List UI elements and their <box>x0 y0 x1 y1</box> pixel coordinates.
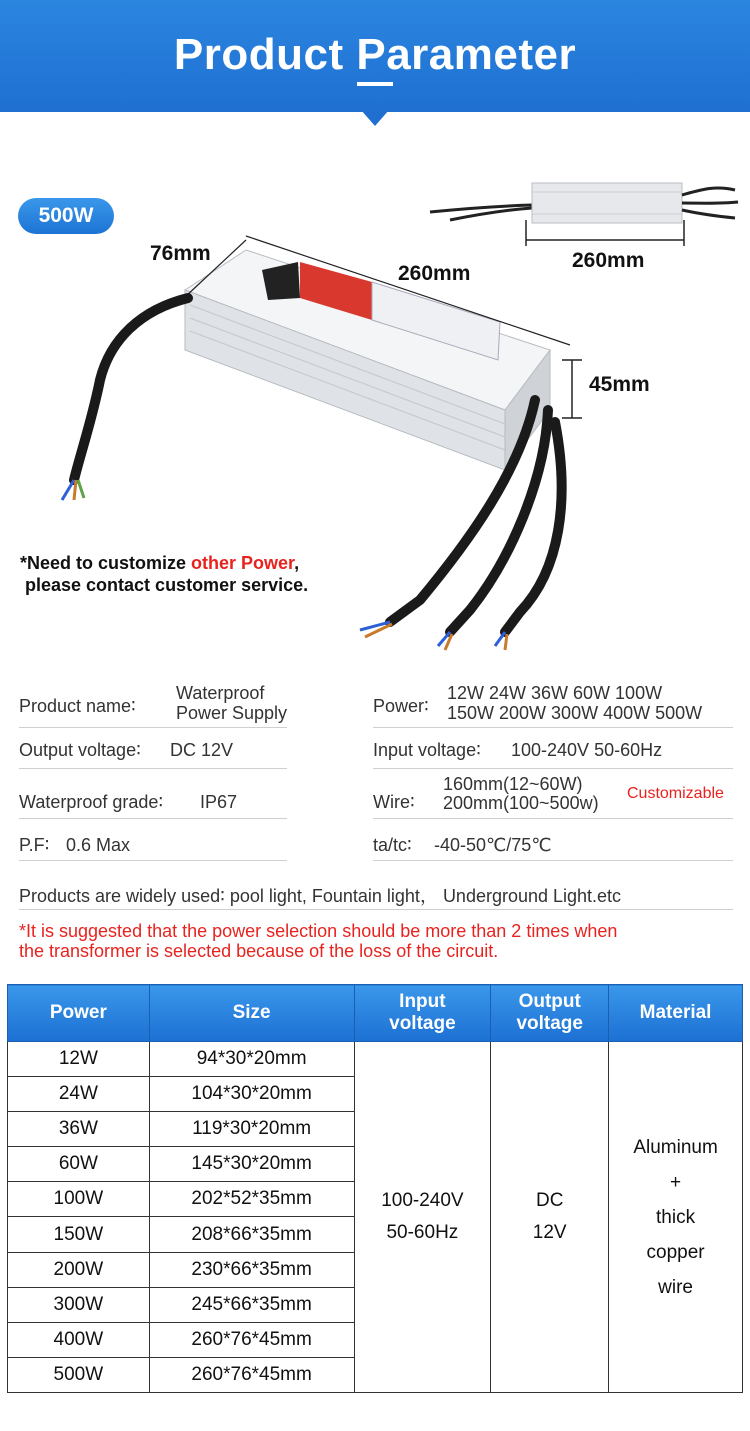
suggestion-note <box>19 921 617 961</box>
divider <box>19 860 287 861</box>
divider <box>19 768 287 769</box>
table-row <box>8 1042 743 1077</box>
header-material: Material <box>609 985 743 1042</box>
power-value <box>447 683 702 723</box>
dim-length-side: 260mm <box>572 249 645 272</box>
cell-power: 150W <box>8 1217 150 1252</box>
customize-note-prefix: *Need to customize <box>20 553 192 573</box>
tatc-value: -40-50℃/75℃ <box>434 835 552 855</box>
cell-size: 245*66*35mm <box>149 1287 354 1322</box>
divider <box>373 860 733 861</box>
waterproof-value: IP67 <box>200 792 238 812</box>
waterproof-label: Waterproof grade∶ <box>19 792 164 812</box>
wire-value <box>443 775 599 813</box>
cell-size: 202*52*35mm <box>149 1182 354 1217</box>
spec-table <box>7 984 743 1393</box>
output-voltage-label: Output voltage∶ <box>19 740 141 760</box>
header-size: Size <box>149 985 354 1042</box>
divider <box>373 818 733 819</box>
wire-customizable-note: Customizable <box>627 785 724 802</box>
cell-power: 24W <box>8 1077 150 1112</box>
cell-power: 400W <box>8 1322 150 1357</box>
cell-power: 36W <box>8 1112 150 1147</box>
material-line-4: copper <box>646 1241 705 1263</box>
dim-length: 260mm <box>398 262 471 285</box>
cell-power: 60W <box>8 1147 150 1182</box>
output-voltage-line-1: DC <box>535 1190 564 1211</box>
usage-value: pool light, Fountain light， Underground Light.etc <box>229 886 622 906</box>
output-voltage-value: DC 12V <box>170 740 234 760</box>
customize-note-line2: please contact customer service. <box>25 575 309 595</box>
table-header-row <box>8 985 743 1042</box>
usage-text <box>19 882 621 908</box>
cell-material <box>609 1042 743 1393</box>
pf-value: 0.6 Max <box>66 835 131 855</box>
cell-power: 500W <box>8 1357 150 1392</box>
cell-size: 145*30*20mm <box>149 1147 354 1182</box>
input-voltage-line-2: 50-60Hz <box>386 1222 459 1243</box>
cell-size: 119*30*20mm <box>149 1112 354 1147</box>
wattage-badge: 500W <box>18 198 114 234</box>
power-value-1: 12W 24W 36W 60W 100W <box>447 683 663 703</box>
header-output-voltage <box>491 985 609 1042</box>
tatc-label: ta/tc∶ <box>373 835 412 855</box>
header-input-voltage <box>354 985 491 1042</box>
cell-size: 208*66*35mm <box>149 1217 354 1252</box>
product-name-value-2: Power Supply <box>176 703 288 723</box>
header-output-voltage-1: Output <box>518 991 581 1012</box>
customize-note-suffix: , <box>294 553 300 573</box>
suggestion-line-2: the transformer is selected because of the loss of the circuit. <box>19 941 499 961</box>
header-power: Power <box>8 985 150 1042</box>
usage-label: Products are widely used∶ <box>19 886 225 906</box>
cell-size: 94*30*20mm <box>149 1042 354 1077</box>
header-output-voltage-2: voltage <box>516 1013 583 1034</box>
customize-note-highlight: other Power <box>191 553 295 573</box>
dim-height: 45mm <box>589 373 650 396</box>
cell-size: 260*76*45mm <box>149 1322 354 1357</box>
divider <box>19 727 287 728</box>
input-voltage-label: Input voltage∶ <box>373 740 481 760</box>
wire-label: Wire∶ <box>373 792 415 812</box>
customize-note <box>20 552 308 596</box>
page-title: Product Parameter <box>173 30 577 79</box>
output-voltage-line-2: 12V <box>532 1222 567 1243</box>
cell-size: 104*30*20mm <box>149 1077 354 1112</box>
divider <box>19 818 287 819</box>
cell-power: 12W <box>8 1042 150 1077</box>
material-line-2: + <box>670 1171 682 1193</box>
dim-width: 76mm <box>150 242 211 265</box>
wire-value-1: 160mm(12~60W) <box>443 774 583 794</box>
cell-power: 100W <box>8 1182 150 1217</box>
material-line-3: thick <box>656 1206 696 1228</box>
cell-output-voltage <box>491 1042 609 1393</box>
divider <box>19 909 733 910</box>
input-voltage-value: 100-240V 50-60Hz <box>511 740 663 760</box>
product-name-value <box>176 683 287 723</box>
divider <box>373 727 733 728</box>
material-line-5: wire <box>658 1276 693 1298</box>
header-input-voltage-1: Input <box>399 991 446 1012</box>
material-line-1: Aluminum <box>633 1136 718 1158</box>
input-voltage-line-1: 100-240V <box>381 1190 464 1211</box>
power-value-2: 150W 200W 300W 400W 500W <box>447 703 703 723</box>
pf-label: P.F∶ <box>19 835 50 855</box>
cell-power: 200W <box>8 1252 150 1287</box>
product-name-value-1: Waterproof <box>176 683 265 703</box>
wire-value-2: 200mm(100~500w) <box>443 793 599 813</box>
product-side-view <box>430 183 738 246</box>
cell-input-voltage <box>354 1042 491 1393</box>
cell-size: 230*66*35mm <box>149 1252 354 1287</box>
header-input-voltage-2: voltage <box>389 1013 456 1034</box>
power-label: Power∶ <box>373 696 429 716</box>
product-name-label: Product name∶ <box>19 696 136 716</box>
suggestion-line-1: *It is suggested that the power selection should be more than 2 times when <box>19 921 618 941</box>
cell-size: 260*76*45mm <box>149 1357 354 1392</box>
divider <box>373 768 733 769</box>
cell-power: 300W <box>8 1287 150 1322</box>
